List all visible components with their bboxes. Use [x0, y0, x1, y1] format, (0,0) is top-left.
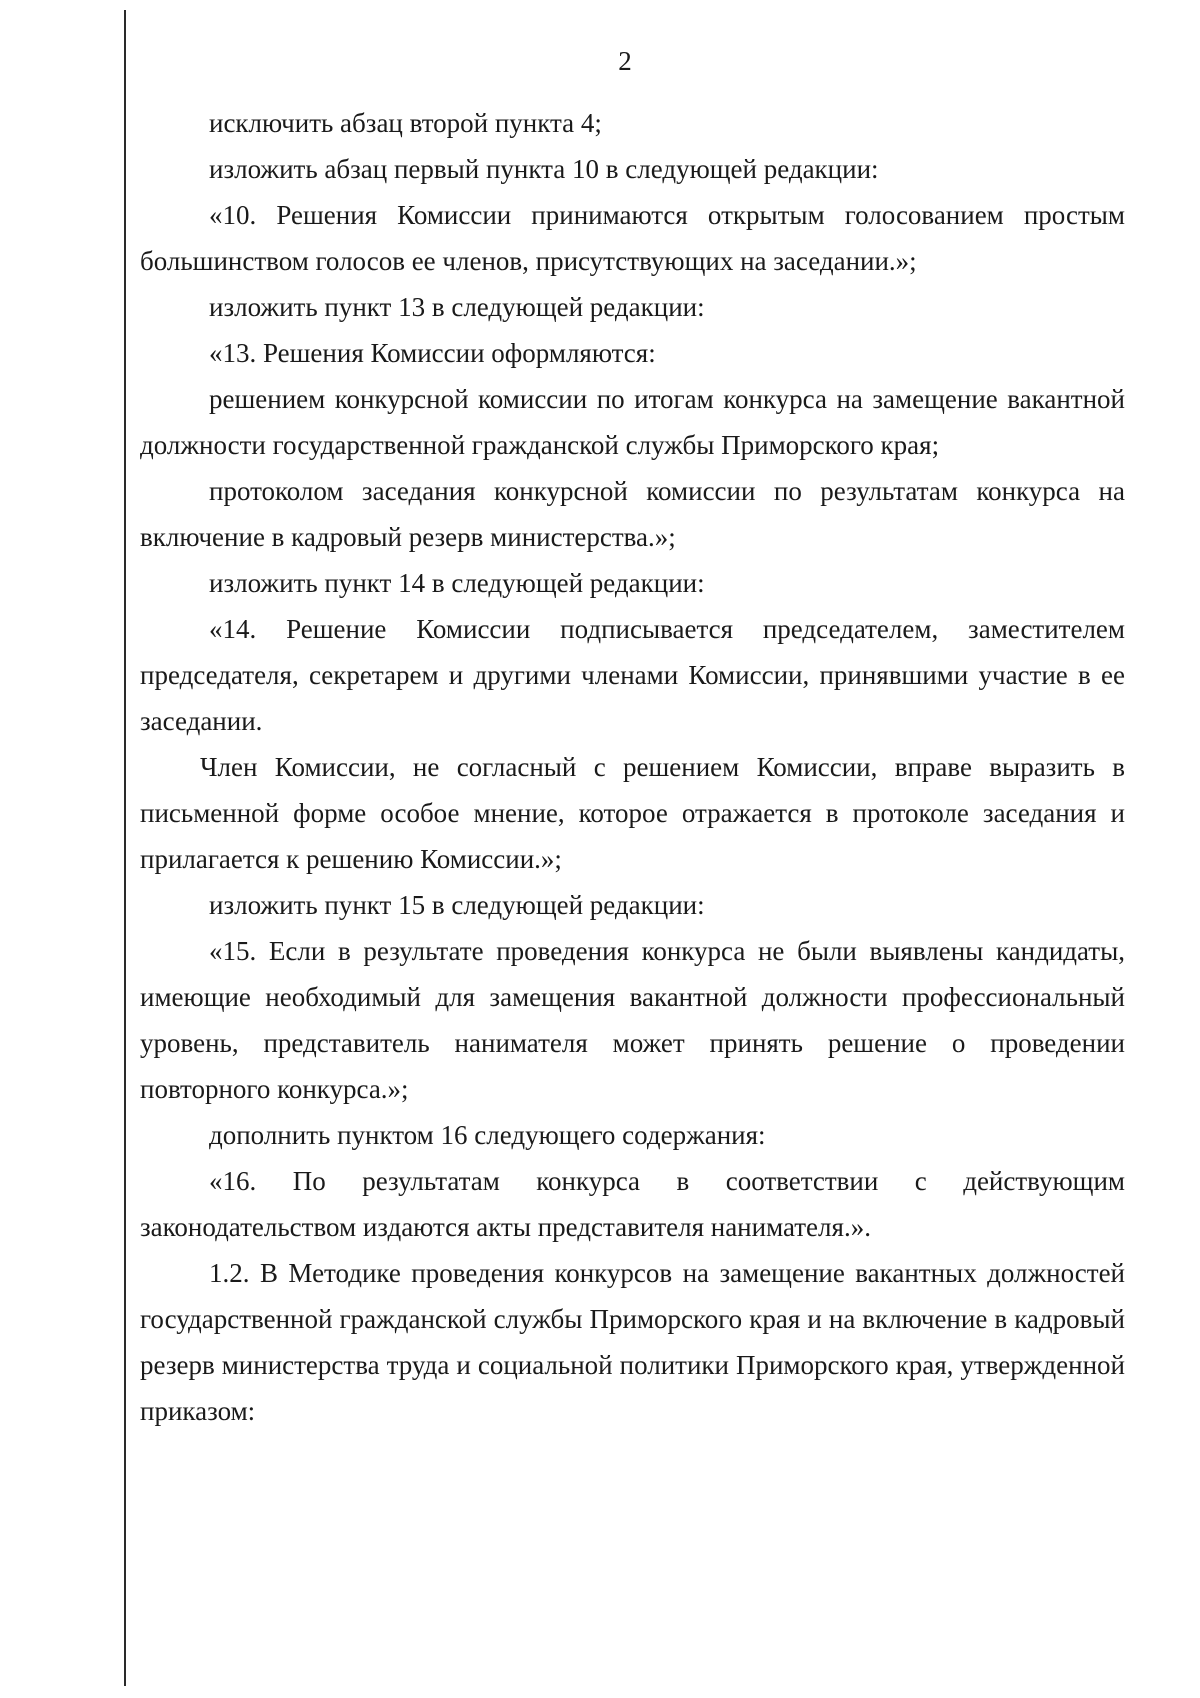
paragraph: изложить пункт 14 в следующей редакции:	[209, 568, 705, 598]
paragraph: изложить абзац первый пункта 10 в следующей редакции:	[209, 154, 879, 184]
margin-rule	[124, 10, 126, 1686]
paragraph: «14. Решение Комиссии подписывается председателем, заместителем председателя, секретарем и другими членами Комиссии, принявшими участие в ее заседании.	[140, 614, 1125, 736]
paragraph: дополнить пунктом 16 следующего содержания:	[209, 1120, 766, 1150]
paragraph: изложить пункт 13 в следующей редакции:	[209, 292, 705, 322]
paragraph: 1.2. В Методике проведения конкурсов на замещение вакантных должностей государственной гражданской службы Приморского края и на включение в кадровый резерв министерства труда и социальной политики Приморского края, утвержденной приказом:	[140, 1258, 1125, 1426]
paragraph: изложить пункт 15 в следующей редакции:	[209, 890, 705, 920]
page-number: 2	[618, 46, 632, 76]
paragraph: исключить абзац второй пункта 4;	[209, 108, 602, 138]
paragraph: протоколом заседания конкурсной комиссии по результатам конкурса на включение в кадровый резерв министерства.»;	[140, 476, 1125, 552]
paragraph: «15. Если в результате проведения конкурса не были выявлены кандидаты, имеющие необходимый для замещения вакантной должности профессиональный уровень, представитель нанимателя может принять решение о проведении повторного конкурса.»;	[140, 936, 1125, 1104]
paragraph: «13. Решения Комиссии оформляются:	[209, 338, 656, 368]
paragraph: «10. Решения Комиссии принимаются открытым голосованием простым большинством голосов ее членов, присутствующих на заседании.»;	[140, 200, 1125, 276]
paragraph: решением конкурсной комиссии по итогам конкурса на замещение вакантной должности государственной гражданской службы Приморского края;	[140, 384, 1125, 460]
paragraph: Член Комиссии, не согласный с решением Комиссии, вправе выразить в письменной форме особое мнение, которое отражается в протоколе заседания и прилагается к решению Комиссии.»;	[140, 752, 1125, 874]
paragraph: «16. По результатам конкурса в соответствии с действующим законодательством издаются акты представителя нанимателя.».	[140, 1166, 1125, 1242]
document-body	[140, 100, 1125, 1434]
